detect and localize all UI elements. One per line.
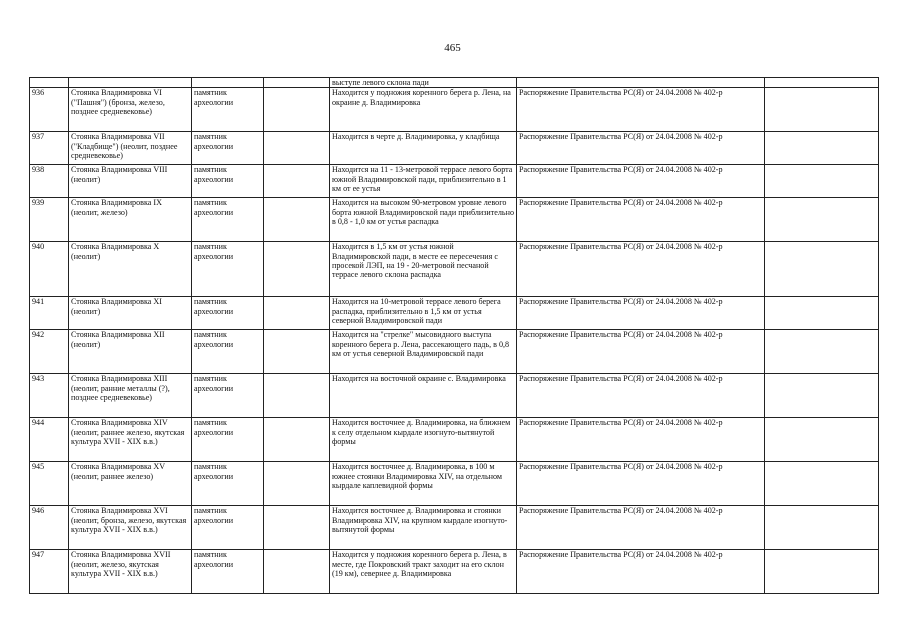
site-name-cell: Стоянка Владимировка XVII (неолит, железо, якутская культура XVII - XIX в.в.) <box>69 550 192 594</box>
table-row <box>30 242 879 297</box>
legal-document-cell: Распоряжение Правительства РС(Я) от 24.04.2008 № 402-р <box>517 165 765 198</box>
monument-type-cell: памятник археологии <box>192 418 264 462</box>
legal-document-cell: Распоряжение Правительства РС(Я) от 24.04.2008 № 402-р <box>517 506 765 550</box>
legal-document-cell: Распоряжение Правительства РС(Я) от 24.04.2008 № 402-р <box>517 242 765 297</box>
empty-cell <box>264 418 330 462</box>
site-name-cell: Стоянка Владимировка XV (неолит, раннее железо) <box>69 462 192 506</box>
empty-cell <box>264 132 330 165</box>
row-number-cell: 941 <box>30 297 69 330</box>
page-number: 465 <box>444 42 461 54</box>
legal-document-cell: Распоряжение Правительства РС(Я) от 24.04.2008 № 402-р <box>517 374 765 418</box>
site-name-cell: Стоянка Владимировка XII (неолит) <box>69 330 192 374</box>
location-cell: Находится в 1,5 км от устья южной Владимировской пади, в месте ее пересечения с просекой ЛЭП, на 19 - 20-метровой песчаной террасе левого склона распадка <box>330 242 517 297</box>
monument-type-cell: памятник археологии <box>192 330 264 374</box>
empty-cell <box>264 550 330 594</box>
site-name-cell: Стоянка Владимировка XIII (неолит, ранние металлы (?), позднее средневековье) <box>69 374 192 418</box>
table-row <box>30 374 879 418</box>
row-number-cell: 940 <box>30 242 69 297</box>
site-name-cell: Стоянка Владимировка XVI (неолит, бронза, железо, якутская культура XVII - XIX в.в.) <box>69 506 192 550</box>
legal-document-cell: Распоряжение Правительства РС(Я) от 24.04.2008 № 402-р <box>517 88 765 132</box>
table-row <box>30 132 879 165</box>
empty-cell <box>765 297 879 330</box>
empty-cell <box>264 198 330 242</box>
table-row <box>30 418 879 462</box>
table-row <box>30 550 879 594</box>
empty-cell <box>765 132 879 165</box>
empty-cell <box>264 462 330 506</box>
location-cell: Находится на 11 - 13-метровой террасе левого борта южной Владимировской пади, приблизительно в 1 км от ее устья <box>330 165 517 198</box>
legal-document-cell: Распоряжение Правительства РС(Я) от 24.04.2008 № 402-р <box>517 462 765 506</box>
site-name-cell: Стоянка Владимировка X (неолит) <box>69 242 192 297</box>
site-name-cell: Стоянка Владимировка VI ("Пашня") (бронза, железо, позднее средневековье) <box>69 88 192 132</box>
monument-type-cell: памятник археологии <box>192 132 264 165</box>
legal-document-cell: Распоряжение Правительства РС(Я) от 24.04.2008 № 402-р <box>517 418 765 462</box>
empty-cell <box>765 506 879 550</box>
location-cell: Находится на высоком 90-метровом уровне левого борта южной Владимировской пади приблизительно в 0,8 - 1,0 км от устья распадка <box>330 198 517 242</box>
monument-type-cell: памятник археологии <box>192 165 264 198</box>
row-number-cell: 945 <box>30 462 69 506</box>
site-name-cell: Стоянка Владимировка XIV (неолит, раннее железо, якутская культура XVII - XIX в.в.) <box>69 418 192 462</box>
table-row <box>30 88 879 132</box>
continuation-row <box>30 78 879 88</box>
legal-document-cell: Распоряжение Правительства РС(Я) от 24.04.2008 № 402-р <box>517 550 765 594</box>
row-number-cell: 943 <box>30 374 69 418</box>
empty-cell <box>264 506 330 550</box>
monument-type-cell: памятник археологии <box>192 88 264 132</box>
location-cell: Находится восточнее д. Владимировка, на ближнем к селу отдельном кырдале изогнуто-вытянутой формы <box>330 418 517 462</box>
table-row <box>30 165 879 198</box>
monument-type-cell: памятник археологии <box>192 198 264 242</box>
location-cell: Находится восточнее д. Владимировка и стоянки Владимировка XIV, на крупном кырдале изогнуто-вытянутой формы <box>330 506 517 550</box>
table-row <box>30 297 879 330</box>
monument-type-cell: памятник археологии <box>192 462 264 506</box>
monument-type-cell: памятник археологии <box>192 242 264 297</box>
empty-cell <box>765 88 879 132</box>
empty-cell <box>264 165 330 198</box>
empty-cell <box>264 297 330 330</box>
empty-cell <box>264 330 330 374</box>
location-cell: Находится восточнее д. Владимировка, в 100 м южнее стоянки Владимировка XIV, на отдельном кырдале каплевидной формы <box>330 462 517 506</box>
row-number-cell: 936 <box>30 88 69 132</box>
row-number-cell: 942 <box>30 330 69 374</box>
site-name-cell: Стоянка Владимировка VII ("Кладбище") (неолит, позднее средневековье) <box>69 132 192 165</box>
monument-type-cell: памятник археологии <box>192 550 264 594</box>
monument-type-cell: памятник археологии <box>192 374 264 418</box>
site-name-cell: Стоянка Владимировка XI (неолит) <box>69 297 192 330</box>
site-name-cell: Стоянка Владимировка VIII (неолит) <box>69 165 192 198</box>
location-cell: Находится у подножия коренного берега р. Лена, на окраине д. Владимировка <box>330 88 517 132</box>
row-number-cell: 947 <box>30 550 69 594</box>
row-number-cell: 937 <box>30 132 69 165</box>
empty-cell <box>264 374 330 418</box>
table-row <box>30 330 879 374</box>
empty-cell <box>765 418 879 462</box>
table-row <box>30 506 879 550</box>
site-name-cell: Стоянка Владимировка IX (неолит, железо) <box>69 198 192 242</box>
table-row <box>30 462 879 506</box>
legal-document-cell: Распоряжение Правительства РС(Я) от 24.04.2008 № 402-р <box>517 198 765 242</box>
empty-cell <box>765 242 879 297</box>
legal-document-cell: Распоряжение Правительства РС(Я) от 24.04.2008 № 402-р <box>517 132 765 165</box>
row-number-cell: 946 <box>30 506 69 550</box>
legal-document-cell: Распоряжение Правительства РС(Я) от 24.04.2008 № 402-р <box>517 330 765 374</box>
location-cell: выступе левого склона пади <box>330 78 517 88</box>
location-cell: Находится у подножия коренного берега р. Лена, в месте, где Покровский тракт заходит на его склон (19 км), севернее д. Владимировка <box>330 550 517 594</box>
empty-cell <box>765 550 879 594</box>
empty-cell <box>765 165 879 198</box>
location-cell: Находится на 10-метровой террасе левого берега распадка, приблизительно в 1,5 км от устья северной Владимировской пади <box>330 297 517 330</box>
empty-cell <box>264 88 330 132</box>
row-number-cell: 944 <box>30 418 69 462</box>
location-cell: Находится в черте д. Владимировка, у кладбища <box>330 132 517 165</box>
empty-cell <box>765 330 879 374</box>
monument-type-cell: памятник археологии <box>192 506 264 550</box>
legal-document-cell: Распоряжение Правительства РС(Я) от 24.04.2008 № 402-р <box>517 297 765 330</box>
table-row <box>30 198 879 242</box>
heritage-registry-table <box>29 77 879 594</box>
row-number-cell: 938 <box>30 165 69 198</box>
location-cell: Находится на восточной окраине с. Владимировка <box>330 374 517 418</box>
empty-cell <box>264 242 330 297</box>
empty-cell <box>765 374 879 418</box>
row-number-cell: 939 <box>30 198 69 242</box>
empty-cell <box>765 198 879 242</box>
monument-type-cell: памятник археологии <box>192 297 264 330</box>
empty-cell <box>765 462 879 506</box>
location-cell: Находится на "стрелке" мысовидного выступа коренного берега р. Лена, рассекающего падь, в 0,8 км от устья северной Владимировской пади <box>330 330 517 374</box>
